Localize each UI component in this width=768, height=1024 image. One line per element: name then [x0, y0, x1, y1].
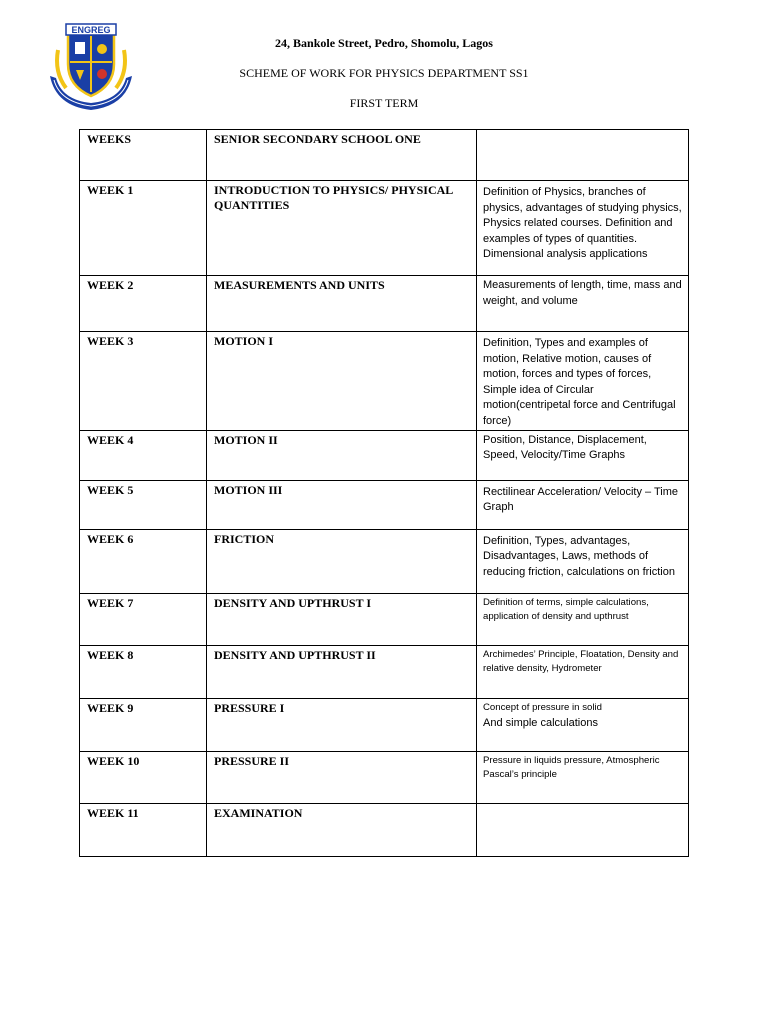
content-cell: Measurements of length, time, mass and weight, and volume [483, 279, 682, 307]
scheme-of-work-table [79, 129, 689, 857]
week-cell: WEEK 3 [87, 334, 134, 348]
topic-cell: DENSITY AND UPTHRUST II [214, 647, 376, 662]
content-cell: Definition of Physics, branches of physics, advantages of studying physics, Physics related courses. Definition and examples of types of quantities. Dimensional analysis applications [483, 186, 682, 261]
topic-cell: EXAMINATION [214, 805, 303, 820]
content-line: Concept of pressure in solid [483, 701, 602, 713]
header-weeks: WEEKS [87, 132, 132, 146]
topic-cell: PRESSURE I [214, 700, 285, 715]
week-cell: WEEK 1 [87, 183, 134, 197]
table-row [80, 751, 689, 803]
table-row [80, 529, 689, 593]
topic-cell: PRESSURE II [214, 753, 290, 768]
week-cell: WEEK 8 [87, 647, 134, 662]
document-title: SCHEME OF WORK FOR PHYSICS DEPARTMENT SS1 [239, 66, 529, 80]
week-cell: WEEK 11 [87, 805, 139, 820]
week-cell: WEEK 2 [87, 278, 134, 292]
topic-cell: MEASUREMENTS AND UNITS [214, 278, 385, 292]
table-row [80, 480, 689, 529]
topic-cell: MOTION I [214, 334, 274, 348]
week-cell: WEEK 7 [87, 595, 134, 610]
topic-cell: MOTION III [214, 482, 283, 497]
header-class: SENIOR SECONDARY SCHOOL ONE [214, 132, 421, 146]
topic-cell: DENSITY AND UPTHRUST I [214, 595, 372, 610]
table-row [80, 593, 689, 645]
topic-cell: MOTION II [214, 432, 278, 447]
content-cell: Archimedes’ Principle, Floatation, Density and relative density, Hydrometer [483, 648, 679, 674]
content-cell: Rectilinear Acceleration/ Velocity – Time Graph [483, 485, 679, 514]
table-row [80, 276, 689, 332]
week-cell: WEEK 9 [87, 700, 134, 715]
table-row [80, 645, 689, 698]
school-address: 24, Bankole Street, Pedro, Shomolu, Lagos [275, 36, 493, 50]
week-cell: WEEK 6 [87, 531, 134, 546]
crest-motto-text: ENGREG [71, 25, 111, 35]
content-cell: Definition, Types and examples of motion, Relative motion, causes of motion, forces and types of forces, Simple idea of Circular motion(centripetal force and Centrifugal force) [483, 337, 676, 427]
week-cell: WEEK 10 [87, 753, 140, 768]
content-cell: Definition of terms, simple calculations, application of density and upthrust [483, 596, 649, 622]
content-cell: Position, Distance, Displacement, Speed, Velocity/Time Graphs [483, 433, 647, 462]
table-row [80, 332, 689, 431]
table-row [80, 181, 689, 276]
table-row [80, 698, 689, 751]
table-row [80, 803, 689, 856]
week-cell: WEEK 4 [87, 432, 134, 447]
content-cell: Definition, Types, advantages, Disadvantages, Laws, methods of reducing friction, calculations on friction [483, 534, 675, 578]
table-header-row [80, 130, 689, 181]
table-row [80, 430, 689, 480]
week-cell: WEEK 5 [87, 482, 134, 497]
topic-cell: INTRODUCTION TO PHYSICS/ PHYSICAL QUANTITIES [214, 183, 453, 212]
content-line-2: And simple calculations [483, 716, 598, 729]
content-cell: Pressure in liquids pressure, Atmospheric Pascal’s principle [483, 754, 660, 780]
content-cell [477, 699, 688, 731]
content-cell [477, 804, 688, 806]
term-label: FIRST TERM [349, 96, 419, 110]
header-content [477, 130, 688, 132]
topic-cell: FRICTION [214, 531, 275, 546]
